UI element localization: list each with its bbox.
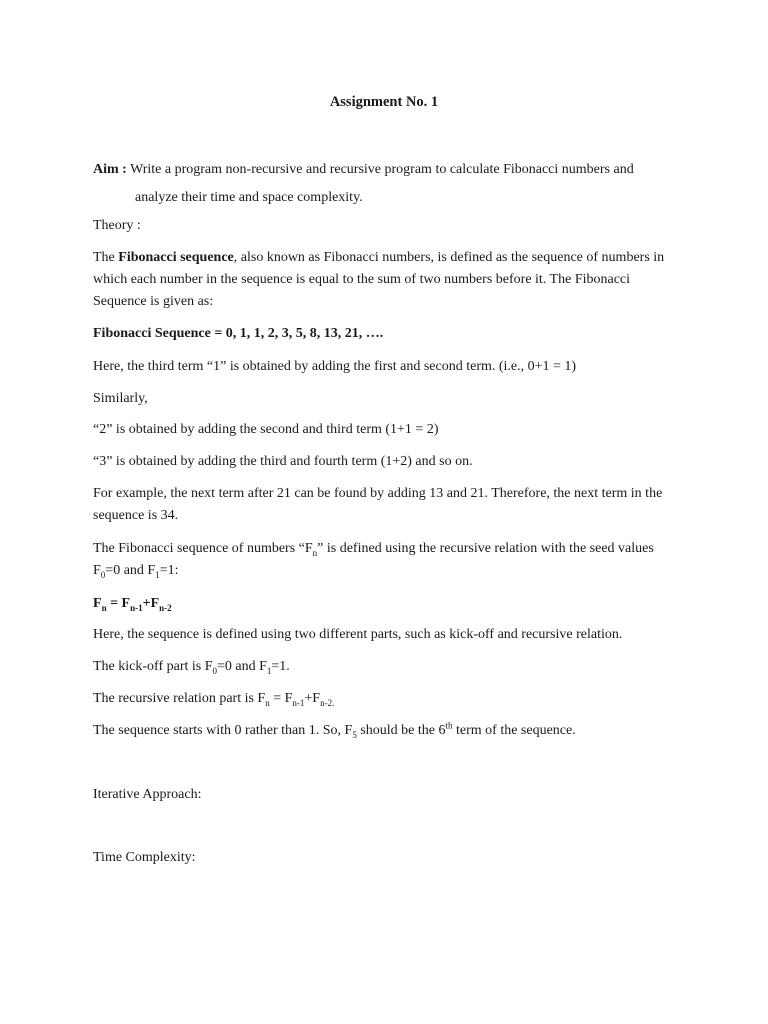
kickoff-sub-1: 0	[212, 665, 217, 676]
aim-label: Aim :	[93, 162, 127, 177]
definition-text-4: =1:	[159, 563, 179, 578]
starts-text-1: The sequence starts with 0 rather than 1. So, F	[93, 723, 353, 738]
document-title: Assignment No. 1	[329, 94, 439, 110]
aim-line-2: analyze their time and space complexity.	[135, 190, 363, 205]
second-term-paragraph: “2” is obtained by adding the second and third term (1+1 = 2)	[93, 422, 439, 437]
formula-eq: = F	[106, 596, 131, 611]
definition-text-2: ” is defined using the recursive relation with the seed values F	[93, 541, 654, 578]
similarly-paragraph: Similarly,	[93, 391, 148, 406]
third-term-paragraph: Here, the third term “1” is obtained by adding the first and second term. (i.e., 0+1 = 1)	[93, 359, 577, 374]
time-complexity-heading: Time Complexity:	[93, 850, 196, 865]
formula-sub-n2: n-2	[159, 602, 172, 613]
kickoff-sub-2: 1	[266, 665, 272, 676]
two-parts-paragraph: Here, the sequence is defined using two different parts, such as kick-off and recursive relation.	[93, 627, 623, 642]
third-fourth-paragraph: “3” is obtained by adding the third and fourth term (1+2) and so on.	[93, 454, 473, 469]
starts-sub-1: 5	[352, 729, 357, 740]
starts-text-2: should be the 6	[356, 723, 446, 738]
starts-text-3: term of the sequence.	[452, 723, 576, 738]
iterative-approach-heading: Iterative Approach:	[93, 787, 202, 802]
definition-text-1: The Fibonacci sequence of numbers “F	[93, 541, 313, 556]
recurrence-formula	[93, 593, 683, 615]
kickoff-text-2: =0 and F	[217, 659, 267, 674]
definition-sub-2: 0	[100, 569, 106, 580]
intro-pre: The	[93, 250, 119, 265]
sequence-start-paragraph	[93, 720, 683, 742]
kickoff-paragraph	[93, 656, 683, 678]
formula-sub-n: n	[101, 602, 107, 613]
recursive-text-3: +F	[304, 691, 321, 706]
definition-sub-3: 1	[155, 569, 160, 580]
aim-line-1	[93, 156, 693, 184]
formula-sub-n1: n-1	[130, 602, 143, 613]
kickoff-text-1: The kick-off part is F	[93, 659, 213, 674]
recursive-text-1: The recursive relation part is F	[93, 691, 266, 706]
formula-plus: +F	[142, 596, 160, 611]
recursive-part-paragraph	[93, 688, 683, 710]
definition-paragraph	[93, 538, 683, 582]
recursive-text-2: = F	[269, 691, 293, 706]
recursive-sub-1: n	[265, 697, 270, 708]
theory-heading: Theory :	[93, 218, 141, 233]
aim-section	[93, 156, 693, 212]
starts-sup: th	[445, 720, 453, 731]
definition-sub-1: n	[312, 547, 318, 558]
recursive-sub-2: n-1	[292, 697, 305, 708]
intro-rest: , also known as Fibonacci numbers, is defined as the sequence of numbers in which each number in the sequence is equal to the sum of two numbers before it. The Fibonacci Sequence is given as:	[93, 250, 665, 309]
fibonacci-sequence-line: Fibonacci Sequence = 0, 1, 1, 2, 3, 5, 8, 13, 21, ….	[93, 326, 384, 341]
definition-text-3: =0 and F	[105, 563, 156, 578]
kickoff-text-3: =1.	[271, 659, 290, 674]
formula-f: F	[93, 596, 102, 611]
aim-text-1: Write a program non-recursive and recursive program to calculate Fibonacci numbers and	[130, 162, 634, 177]
recursive-sub-3: n-2.	[320, 697, 335, 708]
example-paragraph: For example, the next term after 21 can be found by adding 13 and 21. Therefore, the next term in the sequence is 34.	[93, 486, 663, 523]
intro-paragraph	[93, 247, 683, 313]
intro-bold-term: Fibonacci sequence	[118, 250, 234, 265]
